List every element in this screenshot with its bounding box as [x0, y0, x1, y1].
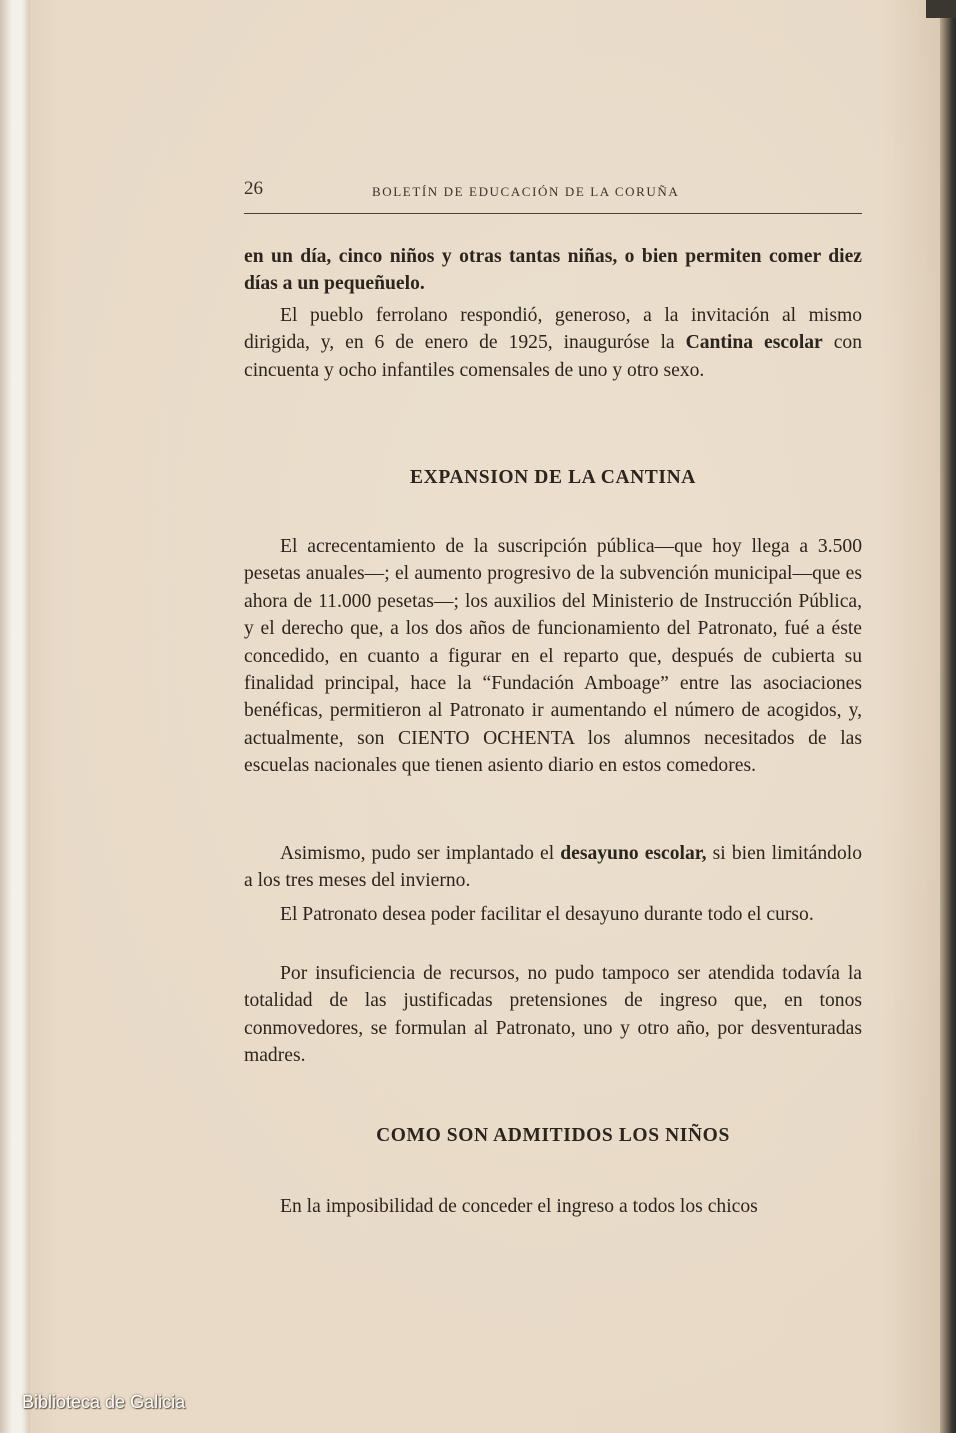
library-watermark: Biblioteca de Galicia [22, 1392, 186, 1412]
page-binding-edge [940, 0, 956, 1433]
paragraph-desayuno [244, 840, 862, 895]
page-left-edge [0, 0, 30, 1433]
running-title: BOLETÍN DE EDUCACIÓN DE LA CORUÑA [372, 184, 680, 199]
paragraph-inauguration [244, 302, 862, 384]
section-heading-expansion: EXPANSION DE LA CANTINA [410, 467, 696, 488]
running-header [244, 178, 862, 208]
paragraph-patronato-desea: El Patronato desea poder facilitar el desayuno durante todo el curso. [280, 904, 814, 925]
page-number: 26 [244, 178, 263, 199]
paragraph-continuation: en un día, cinco niños y otras tantas niñas, o bien permiten comer diez días a un pequeñuelo. [244, 246, 862, 295]
header-rule [244, 213, 862, 214]
section-heading-admision: COMO SON ADMITIDOS LOS NIÑOS [376, 1125, 730, 1146]
paragraph-text: si bien limitándolo a los tres meses del invierno. [244, 843, 862, 892]
paragraph-text: El pueblo ferrolano respondió, generoso, a la invitación al mismo dirigida, y, en 6 de enero de 1925, inauguróse la [244, 305, 862, 354]
paragraph-insuficiencia: Por insuficiencia de recursos, no pudo tampoco ser atendida todavía la totalidad de las justificadas pretensiones de ingreso que, en tonos conmovedores, se formulan al Patronato, uno y otro año, por desventuradas madres. [244, 963, 862, 1067]
paragraph-imposibilidad: En la imposibilidad de conceder el ingreso a todos los chicos [280, 1196, 758, 1217]
emphasis-desayuno-escolar: desayuno escolar, [560, 843, 707, 864]
paragraph-expansion: El acrecentamiento de la suscripción pública—que hoy llega a 3.500 pesetas anuales—; el aumento progresivo de la subvención municipal—que es ahora de 11.000 pesetas—; los auxilios del Ministerio de Instrucción Pública, y el derecho que, a los dos años de funcionamiento del Patronato, fué a éste concedido, en cuanto a figurar en el reparto que, después de cubierta su finalidad principal, hace la “Fundación Amboage” entre las asociaciones benéficas, permitieron al Patronato ir aumentando el número de acogidos, y, actualmente, son CIENTO OCHENTA los alumnos necesitados de las escuelas nacionales que tienen asiento diario en estos comedores. [244, 536, 862, 777]
page-corner-shadow [926, 0, 956, 18]
paragraph-text: con cincuenta y ocho infantiles comensales de uno y otro sexo. [244, 332, 862, 381]
paragraph-text: Asimismo, pudo ser implantado el [280, 843, 561, 864]
emphasis-cantina-escolar: Cantina escolar [685, 332, 823, 354]
